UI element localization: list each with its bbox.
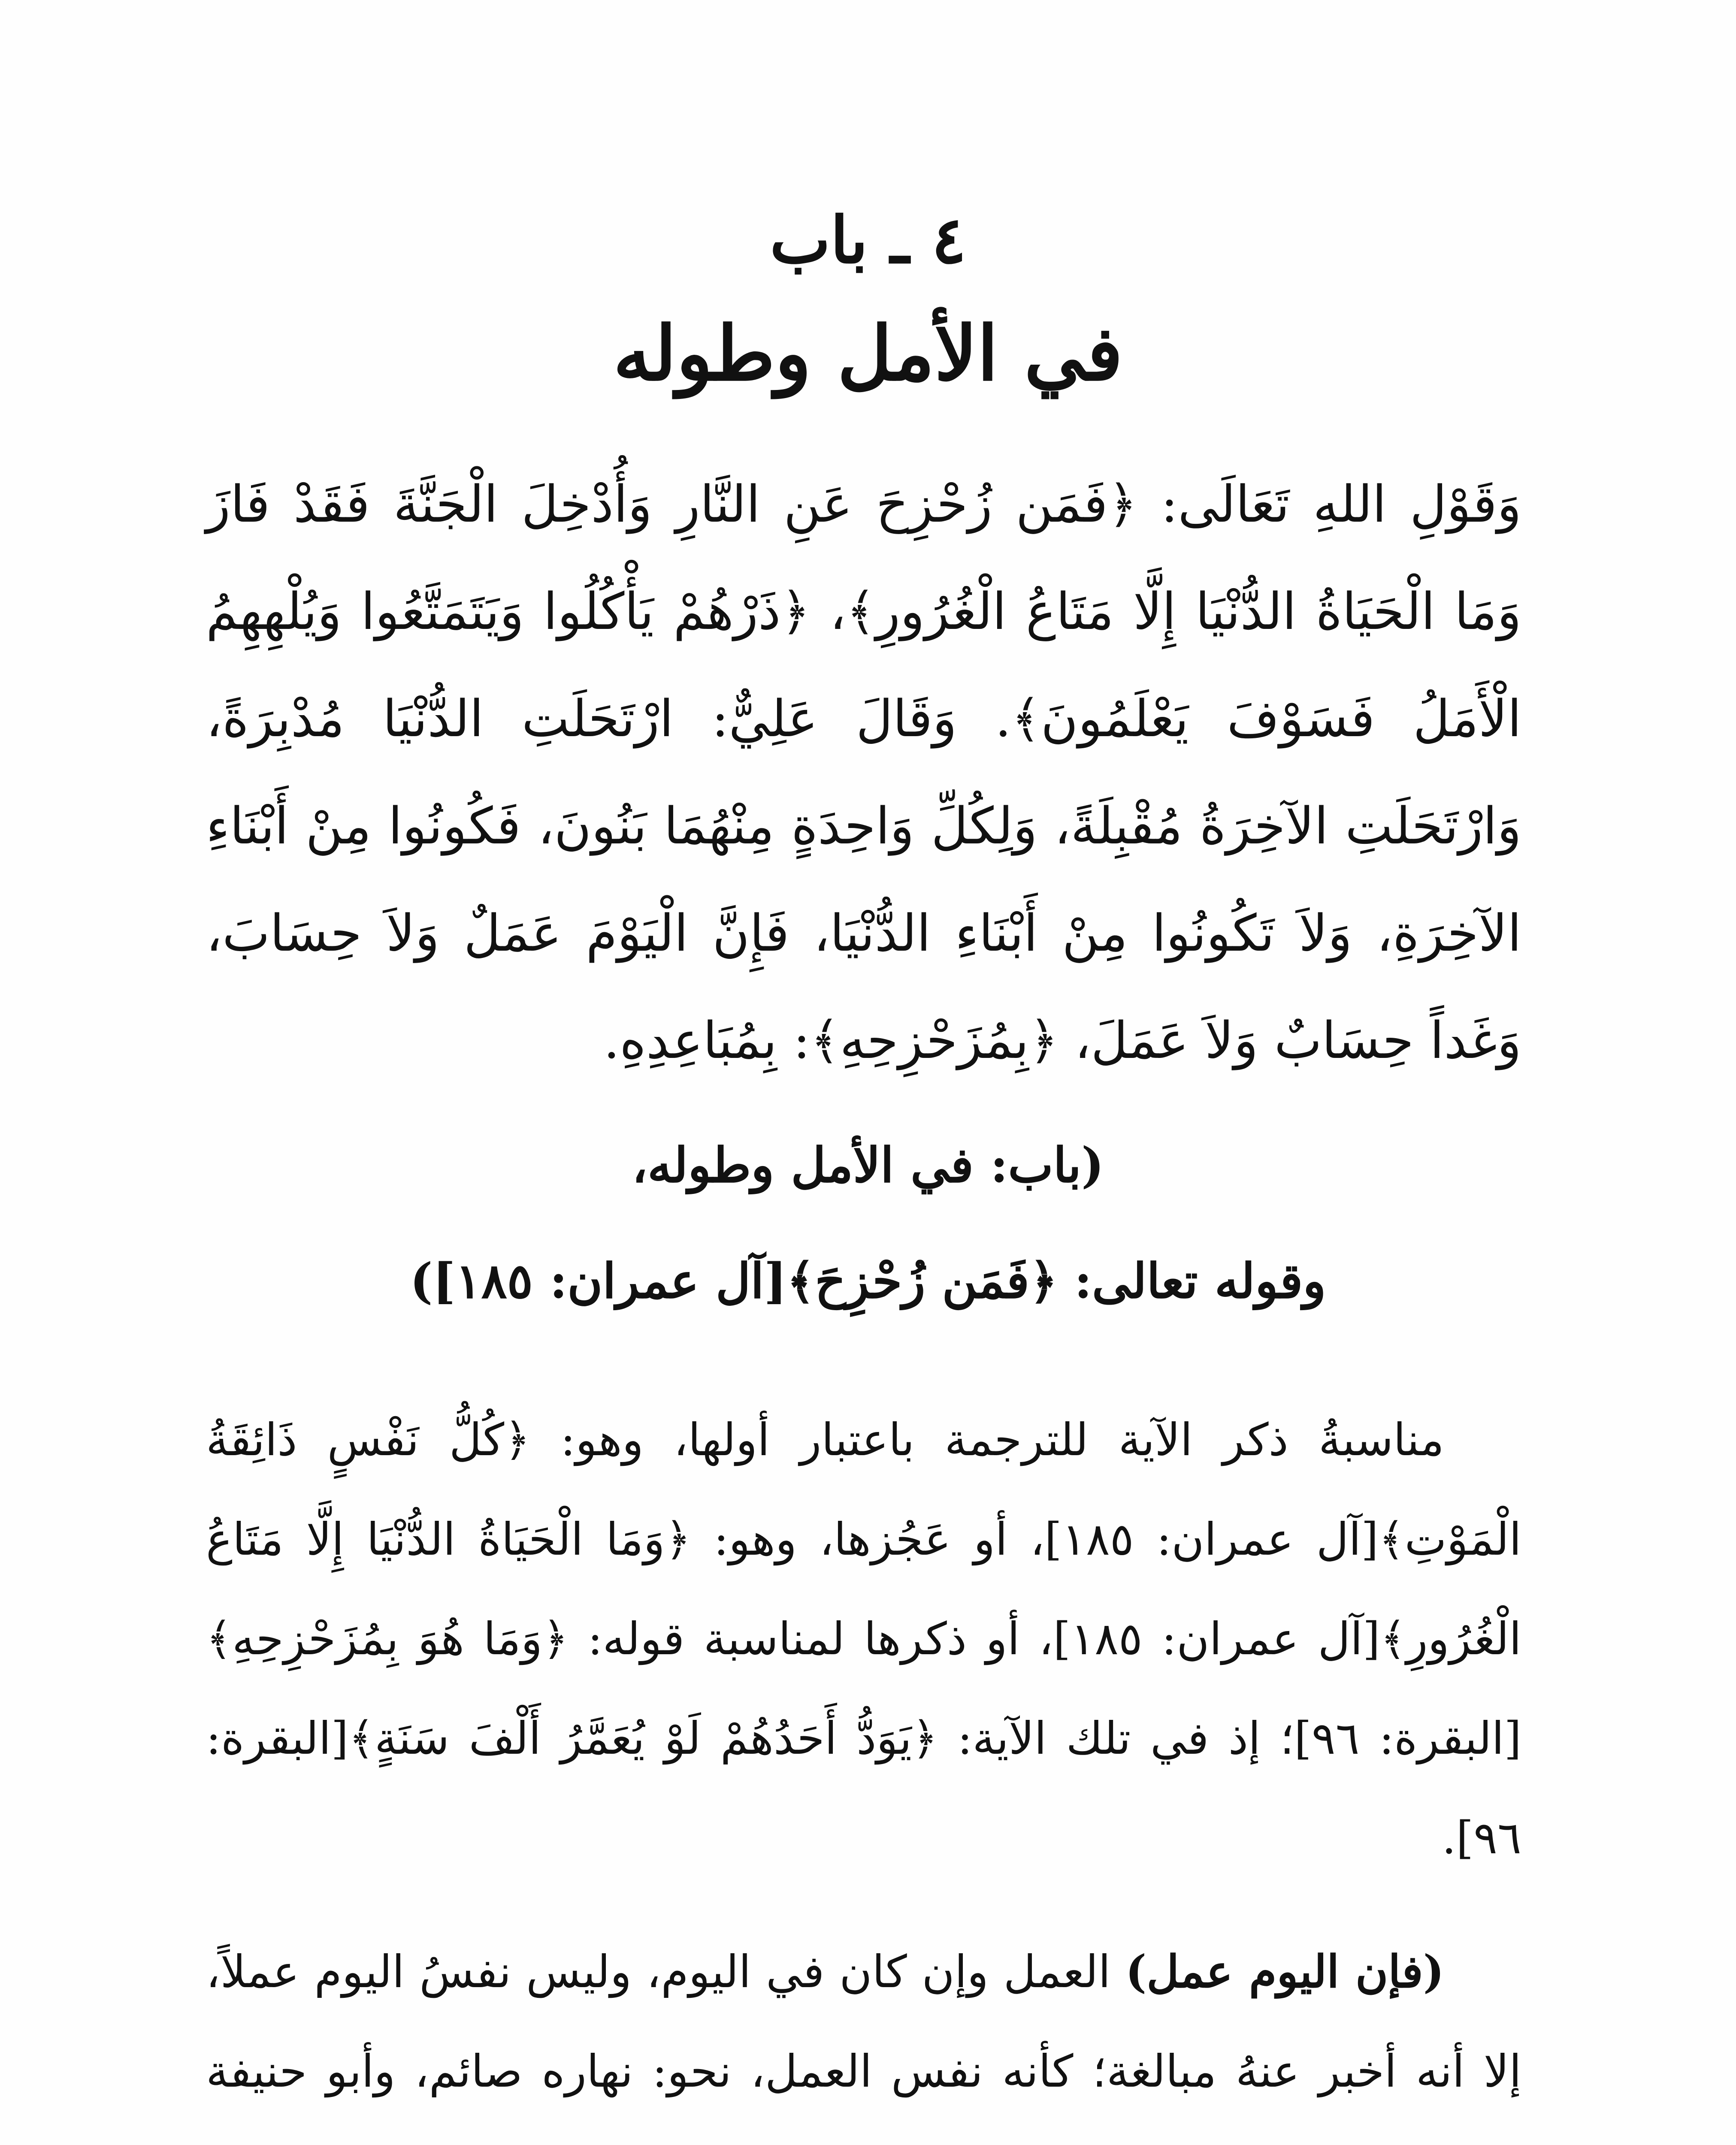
- hadith-text: وَقَوْلِ اللهِ تَعَالَى: ﴿فَمَن زُحْزِحَ عَنِ النَّارِ وَأُدْخِلَ الْجَنَّةَ فَقَدْ فَازَ وَمَا الْحَيَاةُ الدُّنْيَا إِلَّا مَتَاعُ الْغُرُورِ﴾، ﴿ذَرْهُمْ يَأْكُلُوا وَيَتَمَتَّعُوا وَيُلْهِهِمُ الْأَمَلُ فَسَوْفَ يَعْلَمُونَ﴾. وَقَالَ عَلِيٌّ: ارْتَحَلَتِ الدُّنْيَا مُدْبِرَةً، وَارْتَحَلَتِ الآخِرَةُ مُقْبِلَةً، وَلِكُلِّ وَاحِدَةٍ مِنْهُمَا بَنُونَ، فَكُونُوا مِنْ أَبْنَاءِ الآخِرَةِ، وَلاَ تَكُونُوا مِنْ أَبْنَاءِ الدُّنْيَا، فَإِنَّ الْيَوْمَ عَمَلٌ وَلاَ حِسَابَ، وَغَداً حِسَابٌ وَلاَ عَمَلَ، ﴿بِمُزَحْزِحِهِ﴾: بِمُبَاعِدِهِ.: [206, 474, 1521, 1070]
- commentary-paragraph-2: [206, 1922, 1521, 2145]
- quoted-phrase: (فإن اليوم عمل): [1125, 1945, 1444, 1998]
- commentary-text: العمل وإن كان في اليوم، وليس نفسُ اليوم عملاً، إلا أنه أخبر عنهُ مبالغة؛ كأنه نفس العمل، نحو: نهاره صائم، وأبو حنيفة: [206, 1946, 1521, 2097]
- commentary-paragraph: مناسبةُ ذكر الآية للترجمة باعتبار أولها، وهو: ﴿كُلُّ نَفْسٍ ذَائِقَةُ الْمَوْتِ﴾[آل عمران: ١٨٥]، أو عَجُزها، وهو: ﴿وَمَا الْحَيَاةُ الدُّنْيَا إِلَّا مَتَاعُ الْغُرُورِ﴾[آل عمران: ١٨٥]، أو ذكرها لمناسبة قوله: ﴿وَمَا هُوَ بِمُزَحْزِحِهِ﴾[البقرة: ٩٦]؛ إذ في تلك الآية: ﴿يَوَدُّ أَحَدُهُمْ لَوْ يُعَمَّرُ أَلْفَ سَنَةٍ﴾[البقرة: ٩٦].: [206, 1414, 1522, 1864]
- chapter-number: ٤ ـ باب: [770, 202, 966, 278]
- commentary-heading-line1: (باب: في الأمل وطوله،: [632, 1137, 1104, 1193]
- chapter-title: في الأمل وطوله: [613, 310, 1123, 398]
- commentary-heading-line2: وقوله تعالى: ﴿فَمَن زُحْزِحَ﴾[آل عمران: ١٨٥]): [410, 1253, 1326, 1309]
